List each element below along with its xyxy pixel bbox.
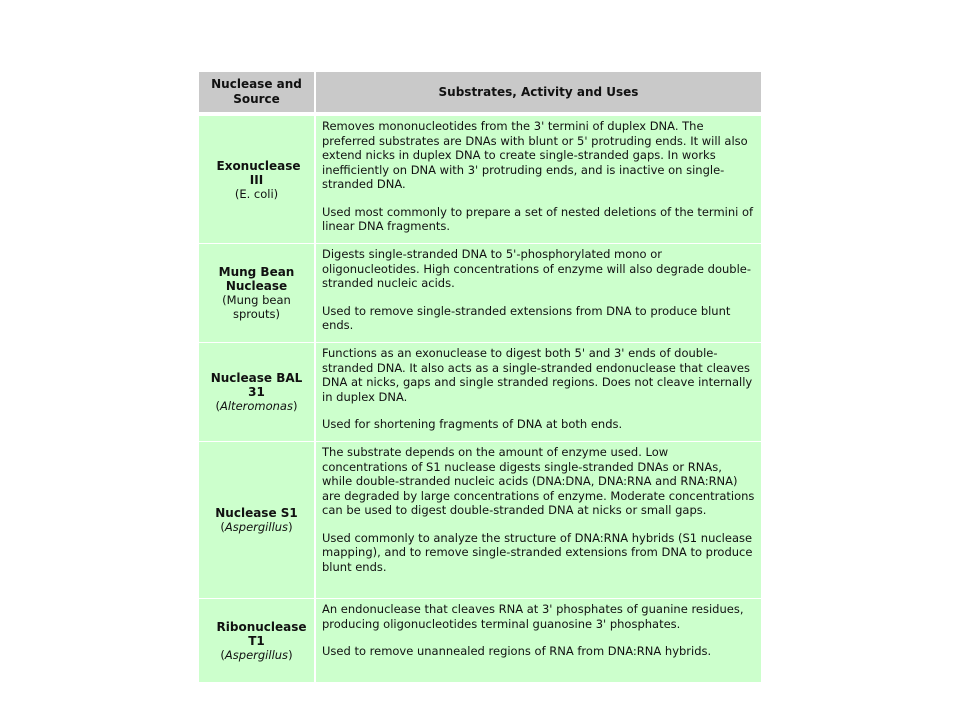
source-text: Mung bean sprouts (226, 293, 291, 321)
nuclease-source (212, 399, 302, 413)
nuclease-cell (199, 116, 316, 243)
source-close-paren: ) (288, 520, 293, 534)
uses-text: Used commonly to analyze the structure of DNA:RNA hybrids (S1 nuclease mapping), and to remove single-stranded extensions from DNA to produce blunt ends. (322, 530, 753, 574)
nuclease-table (199, 72, 761, 682)
uses-text: Used for shortening fragments of DNA at both ends. (322, 417, 623, 431)
activity-text: Digests single-stranded DNA to 5'-phosphorylated mono or oligonucleotides. High concentrations of enzyme will also degrade double-stranded nucleic acids. (322, 247, 752, 290)
activity-text: Functions as an exonuclease to digest both 5' and 3' ends of double-stranded DNA. It also acts as a single-stranded endonuclease that cleaves DNA at nicks, gaps and single stranded regions. Does not cleave internally in duplex DNA. (322, 346, 753, 404)
nuclease-name: Nuclease BAL 31 (210, 371, 303, 399)
description-cell (316, 442, 761, 598)
nuclease-name: Exonuclease III (216, 158, 301, 187)
header-substrates-uses (316, 72, 761, 112)
source-close-paren: ) (273, 186, 279, 201)
source-text: Alteromonas (220, 399, 293, 413)
table-row (199, 599, 761, 682)
header-col1-label: Nuclease and Source (211, 77, 302, 106)
source-open-paren: ( (220, 520, 225, 534)
uses-text: Used most commonly to prepare a set of nested deletions of the termini of linear DNA fragments. (322, 204, 754, 233)
nuclease-cell (199, 343, 316, 441)
header-col2-label: Substrates, Activity and Uses (438, 84, 639, 99)
source-close-paren: ) (275, 307, 281, 321)
nuclease-source (216, 520, 296, 534)
source-close-paren: ) (288, 647, 293, 662)
nuclease-name: Nuclease S1 (215, 506, 298, 520)
nuclease-cell (199, 442, 316, 598)
nuclease-name: Ribonuclease T1 (216, 619, 307, 648)
activity-text: Removes mononucleotides from the 3' termini of duplex DNA. The preferred substrates are DNAs with blunt or 5' protruding ends. It will also extend nicks in duplex DNA to create single-stranded gaps. In works inefficiently on DNA with 3' protruding ends, and is inactive on single-stranded DNA. (322, 119, 748, 191)
nuclease-source (216, 648, 296, 662)
uses-text: Used to remove unannealed regions of RNA from DNA:RNA hybrids. (322, 644, 712, 658)
activity-text: An endonuclease that cleaves RNA at 3' phosphates of guanine residues, producing oligonucleotides terminal guanosine 3' phosphates. (322, 602, 744, 631)
table-row (199, 116, 761, 244)
description-cell (316, 343, 761, 441)
source-open-paren: ( (234, 186, 240, 201)
source-close-paren: ) (292, 399, 298, 413)
source-text: Aspergillus (224, 647, 289, 662)
table-row (199, 244, 761, 343)
table-header-row (199, 72, 761, 116)
nuclease-source (231, 187, 282, 201)
description-cell (316, 244, 761, 342)
nuclease-cell (199, 244, 316, 342)
description-cell (316, 116, 761, 243)
source-text: E. coli (239, 186, 274, 201)
uses-text: Used to remove single-stranded extensions from DNA to produce blunt ends. (322, 303, 731, 332)
source-open-paren: ( (222, 293, 227, 307)
activity-text: The substrate depends on the amount of enzyme used. Low concentrations of S1 nuclease digests single-stranded DNAs or RNAs, while double-stranded nucleic acids (DNA:DNA, DNA:RNA and RNA:RNA) are degraded by large concentrations of enzyme. Moderate concentrations can be used to digest double-stranded DNA at nicks or small gaps. (322, 445, 755, 517)
description-cell (316, 599, 761, 682)
table-row (199, 343, 761, 442)
source-open-paren: ( (215, 399, 220, 413)
nuclease-name: Mung Bean Nuclease (218, 265, 295, 293)
source-open-paren: ( (220, 647, 225, 662)
header-nuclease-source (199, 72, 316, 112)
source-text: Aspergillus (224, 520, 289, 534)
nuclease-cell (199, 599, 316, 682)
nuclease-source (210, 293, 304, 321)
table-row (199, 442, 761, 599)
